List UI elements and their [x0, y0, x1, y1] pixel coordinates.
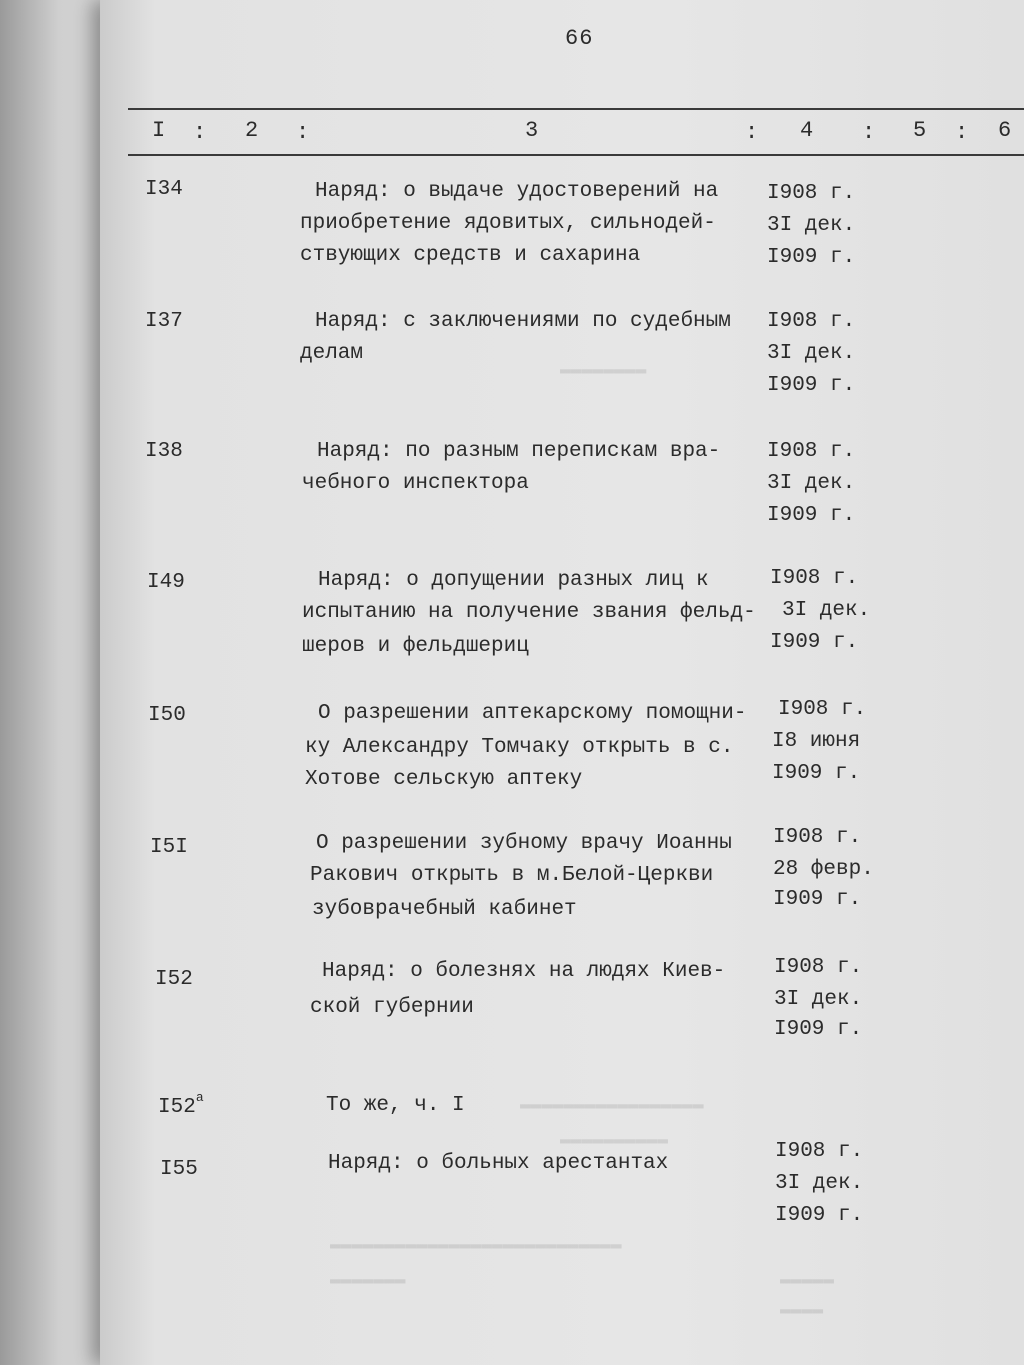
column-separator: :: [862, 120, 876, 145]
header-rule-bottom: [128, 154, 1024, 156]
entry-date-line: I909 г.: [770, 631, 859, 654]
bleed-through: ▬▬▬▬: [780, 1300, 824, 1320]
entry-title-line: испытанию на получение звания фельд-: [302, 601, 756, 624]
column-header-5: 5: [913, 118, 927, 143]
entry-date-line: I908 г.: [778, 698, 867, 721]
entry-date-line: I908 г.: [775, 1140, 864, 1163]
entry-number: I50: [148, 704, 186, 727]
column-header-2: 2: [245, 118, 259, 143]
entry-date-line: I909 г.: [767, 246, 856, 269]
entry-title-line: зубоврачебный кабинет: [312, 898, 577, 921]
entry-date-line: I908 г.: [767, 310, 856, 333]
entry-title-line: Наряд: о больных арестантах: [328, 1152, 669, 1175]
entry-number: [158, 1090, 204, 1119]
entry-title-line: чебного инспектора: [302, 472, 529, 495]
entry-date-line: 3I дек.: [767, 472, 856, 495]
entry-date-line: 3I дек.: [775, 1172, 864, 1195]
entry-date-line: I909 г.: [775, 1204, 864, 1227]
column-header-4: 4: [800, 118, 814, 143]
entry-title-line: О разрешении аптекарскому помощни-: [318, 702, 747, 725]
entry-title-line: Ракович открыть в м.Белой-Церкви: [310, 864, 714, 887]
column-header-3: 3: [525, 118, 539, 143]
entry-number: I38: [145, 440, 183, 463]
entry-date-line: I908 г.: [767, 182, 856, 205]
page-number: 66: [565, 26, 594, 51]
entry-title-line: ствующих средств и сахарина: [300, 244, 641, 267]
entry-title-line: Хотове сельскую аптеку: [305, 768, 583, 791]
column-separator: :: [955, 120, 969, 145]
bleed-through: ▬▬▬▬▬: [780, 1270, 835, 1290]
entry-title-line: Наряд: с заключениями по судебным: [315, 310, 731, 333]
entry-number: I37: [145, 310, 183, 333]
column-header-1: I: [152, 118, 166, 143]
entry-number-main: I52: [158, 1096, 196, 1119]
entry-title-line: делам: [300, 342, 364, 365]
entry-date-line: 3I дек.: [774, 988, 863, 1011]
entry-date-line: 3I дек.: [767, 214, 856, 237]
entry-title-line: То же, ч. I: [326, 1094, 465, 1117]
entry-number-superscript: а: [195, 1090, 204, 1105]
entry-date-line: I909 г.: [772, 762, 861, 785]
column-separator: :: [296, 120, 310, 145]
entry-number: I34: [145, 178, 183, 201]
entry-number: I49: [147, 571, 185, 594]
bleed-through: ▬▬▬▬▬▬▬▬: [560, 360, 647, 380]
entry-title-line: Наряд: о болезнях на людях Киев-: [322, 960, 726, 983]
entry-date-line: I909 г.: [767, 504, 856, 527]
entry-date-line: I909 г.: [767, 374, 856, 397]
entry-title-line: Наряд: о допущении разных лиц к: [318, 569, 709, 592]
entry-date-line: 3I дек.: [767, 342, 856, 365]
column-separator: :: [745, 120, 759, 145]
entry-title-line: Наряд: о выдаче удостоверений на: [315, 180, 719, 203]
entry-date-line: I908 г.: [774, 956, 863, 979]
entry-date-line: 28 февр.: [773, 858, 874, 881]
entry-number: I5I: [150, 836, 188, 859]
bleed-through: ▬▬▬▬▬▬▬▬▬▬▬▬▬▬▬▬▬▬▬▬▬▬▬▬▬▬▬: [330, 1235, 622, 1255]
bleed-through: ▬▬▬▬▬▬▬: [330, 1270, 406, 1290]
entry-date-line: I8 июня: [772, 730, 861, 753]
entry-date-line: I909 г.: [773, 888, 862, 911]
entry-title-line: Наряд: по разным перепискам вра-: [317, 440, 721, 463]
entry-date-line: I908 г.: [773, 826, 862, 849]
entry-title-line: шеров и фельдшериц: [302, 635, 529, 658]
entry-date-line: 3I дек.: [782, 599, 871, 622]
entry-date-line: I908 г.: [770, 567, 859, 590]
entry-title-line: ской губернии: [310, 996, 474, 1019]
column-separator: :: [193, 120, 207, 145]
header-rule-top: [128, 108, 1024, 110]
entry-title-line: ку Александру Томчаку открыть в с.: [305, 736, 734, 759]
entry-title-line: О разрешении зубному врачу Иоанны: [316, 832, 732, 855]
entry-date-line: I909 г.: [774, 1018, 863, 1041]
entry-number: I52: [155, 968, 193, 991]
bleed-through: ▬▬▬▬▬▬▬▬▬▬: [560, 1130, 669, 1150]
entry-date-line: I908 г.: [767, 440, 856, 463]
entry-number: I55: [160, 1158, 198, 1181]
column-header-6: 6: [998, 118, 1012, 143]
entry-title-line: приобретение ядовитых, сильнодей-: [300, 212, 716, 235]
bleed-through: ▬▬▬▬▬▬▬▬▬▬▬▬▬▬▬▬▬: [520, 1095, 704, 1115]
